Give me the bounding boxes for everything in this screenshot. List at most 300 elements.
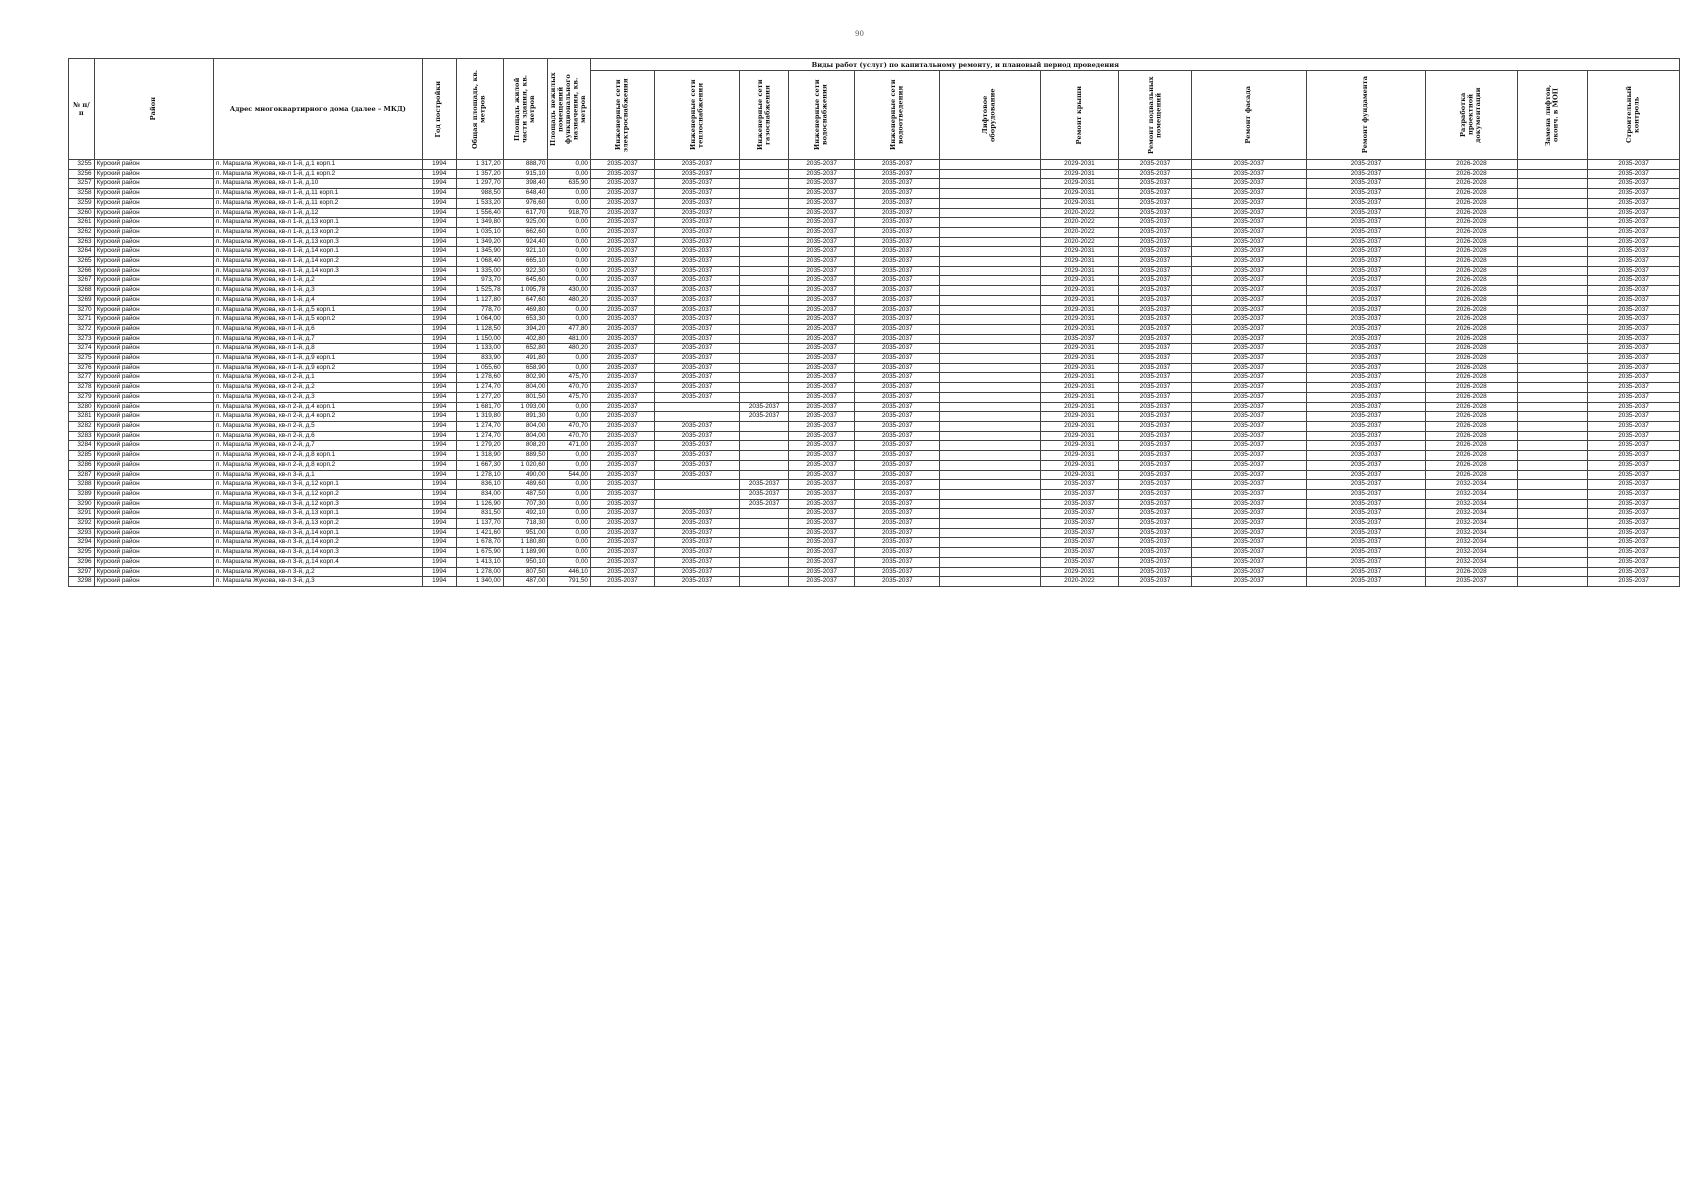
cell-design-docs: 2026-2028 <box>1426 305 1518 315</box>
cell-electric-network: 2035-2037 <box>590 421 654 431</box>
cell-heat-network: 2035-2037 <box>654 208 739 218</box>
cell-construction-control: 2035-2037 <box>1588 237 1680 247</box>
cell-address: п. Маршала Жукова, кв-л 1-й, д.5 корп.2 <box>213 315 422 325</box>
cell-facade-repair: 2035-2037 <box>1191 305 1306 315</box>
cell-electric-network: 2035-2037 <box>590 557 654 567</box>
cell-elevator-equipment <box>940 160 1040 170</box>
cell-design-docs: 2035-2037 <box>1426 577 1518 587</box>
cell-foundation-repair: 2035-2037 <box>1306 499 1425 509</box>
cell-roof-repair: 2020-2022 <box>1040 208 1119 218</box>
cell-heat-network: 2035-2037 <box>654 247 739 257</box>
cell-heat-network: 2035-2037 <box>654 237 739 247</box>
cell-total-area: 1 277,20 <box>456 392 503 402</box>
cell-row-number: 3294 <box>69 538 95 548</box>
cell-heat-network: 2035-2037 <box>654 305 739 315</box>
cell-electric-network: 2035-2037 <box>590 247 654 257</box>
cell-heat-network: 2035-2037 <box>654 431 739 441</box>
cell-electric-network: 2035-2037 <box>590 519 654 529</box>
cell-row-number: 3266 <box>69 266 95 276</box>
cell-total-area: 833,90 <box>456 354 503 364</box>
cell-construction-control: 2035-2037 <box>1588 179 1680 189</box>
cell-roof-repair: 2029-2031 <box>1040 373 1119 383</box>
cell-facade-repair: 2035-2037 <box>1191 577 1306 587</box>
cell-address: п. Маршала Жукова, кв-л 3-й, д.13 корп.1 <box>213 509 422 519</box>
cell-heat-network: 2035-2037 <box>654 160 739 170</box>
cell-water-supply: 2035-2037 <box>789 577 855 587</box>
cell-row-number: 3287 <box>69 470 95 480</box>
cell-basement-repair: 2035-2037 <box>1119 567 1191 577</box>
cell-facade-repair: 2035-2037 <box>1191 237 1306 247</box>
header-col-8: Инженерные сети теплоснабжения <box>654 71 739 160</box>
header-col-12: Лифтовое оборудование <box>940 71 1040 160</box>
cell-roof-repair: 2029-2031 <box>1040 460 1119 470</box>
cell-row-number: 3275 <box>69 354 95 364</box>
cell-heat-network: 2035-2037 <box>654 451 739 461</box>
header-col-11: Инженерные сети водоотведения <box>855 71 940 160</box>
table-row <box>69 421 1680 431</box>
cell-district: Курский район <box>94 266 213 276</box>
cell-elevator-equipment <box>940 451 1040 461</box>
cell-living-area: 617,70 <box>503 208 548 218</box>
cell-water-drainage: 2035-2037 <box>855 295 940 305</box>
cell-elevator-replacement <box>1517 557 1587 567</box>
cell-address: п. Маршала Жукова, кв-л 1-й, д.2 <box>213 276 422 286</box>
cell-water-drainage: 2035-2037 <box>855 412 940 422</box>
cell-facade-repair: 2035-2037 <box>1191 334 1306 344</box>
cell-foundation-repair: 2035-2037 <box>1306 218 1425 228</box>
cell-total-area: 1 318,90 <box>456 451 503 461</box>
cell-water-supply: 2035-2037 <box>789 276 855 286</box>
cell-basement-repair: 2035-2037 <box>1119 218 1191 228</box>
cell-district: Курский район <box>94 354 213 364</box>
cell-electric-network: 2035-2037 <box>590 257 654 267</box>
cell-district: Курский район <box>94 489 213 499</box>
cell-heat-network: 2035-2037 <box>654 373 739 383</box>
cell-total-area: 778,70 <box>456 305 503 315</box>
cell-nonresidential-area: 0,00 <box>548 480 591 490</box>
cell-roof-repair: 2029-2031 <box>1040 286 1119 296</box>
cell-electric-network: 2035-2037 <box>590 392 654 402</box>
cell-design-docs: 2026-2028 <box>1426 421 1518 431</box>
cell-electric-network: 2035-2037 <box>590 208 654 218</box>
cell-foundation-repair: 2035-2037 <box>1306 179 1425 189</box>
cell-elevator-equipment <box>940 421 1040 431</box>
cell-electric-network: 2035-2037 <box>590 383 654 393</box>
cell-electric-network: 2035-2037 <box>590 160 654 170</box>
cell-facade-repair: 2035-2037 <box>1191 431 1306 441</box>
cell-foundation-repair: 2035-2037 <box>1306 305 1425 315</box>
cell-living-area: 658,90 <box>503 363 548 373</box>
cell-row-number: 3277 <box>69 373 95 383</box>
cell-living-area: 665,10 <box>503 257 548 267</box>
cell-address: п. Маршала Жукова, кв-л 3-й, д.13 корп.2 <box>213 519 422 529</box>
cell-construction-control: 2035-2037 <box>1588 480 1680 490</box>
cell-living-area: 402,80 <box>503 334 548 344</box>
cell-address: п. Маршала Жукова, кв-л 2-й, д.8 корп.2 <box>213 460 422 470</box>
cell-water-drainage: 2035-2037 <box>855 519 940 529</box>
cell-water-drainage: 2035-2037 <box>855 276 940 286</box>
cell-electric-network: 2035-2037 <box>590 315 654 325</box>
cell-heat-network: 2035-2037 <box>654 295 739 305</box>
cell-living-area: 662,60 <box>503 227 548 237</box>
cell-construction-control: 2035-2037 <box>1588 208 1680 218</box>
cell-address: п. Маршала Жукова, кв-л 1-й, д.14 корп.2 <box>213 257 422 267</box>
cell-basement-repair: 2035-2037 <box>1119 354 1191 364</box>
table-row <box>69 519 1680 529</box>
cell-heat-network <box>654 489 739 499</box>
cell-roof-repair: 2029-2031 <box>1040 247 1119 257</box>
table-row <box>69 528 1680 538</box>
cell-total-area: 1 126,90 <box>456 499 503 509</box>
cell-roof-repair: 2029-2031 <box>1040 344 1119 354</box>
capital-repair-table-sheet <box>68 58 1680 587</box>
cell-elevator-equipment <box>940 577 1040 587</box>
cell-construction-control: 2035-2037 <box>1588 189 1680 199</box>
cell-build-year: 1994 <box>422 528 456 538</box>
header-col-0: № п/п <box>69 59 95 160</box>
cell-row-number: 3278 <box>69 383 95 393</box>
cell-design-docs: 2026-2028 <box>1426 237 1518 247</box>
cell-address: п. Маршала Жукова, кв-л 3-й, д.12 корп.1 <box>213 480 422 490</box>
cell-facade-repair: 2035-2037 <box>1191 460 1306 470</box>
cell-basement-repair: 2035-2037 <box>1119 286 1191 296</box>
cell-address: п. Маршала Жукова, кв-л 3-й, д.14 корп.2 <box>213 538 422 548</box>
cell-elevator-equipment <box>940 218 1040 228</box>
cell-design-docs: 2026-2028 <box>1426 402 1518 412</box>
table-row <box>69 441 1680 451</box>
header-col-14: Ремонт подвальных помещений <box>1119 71 1191 160</box>
cell-row-number: 3274 <box>69 344 95 354</box>
cell-total-area: 1 319,80 <box>456 412 503 422</box>
cell-roof-repair: 2035-2037 <box>1040 528 1119 538</box>
cell-district: Курский район <box>94 538 213 548</box>
cell-total-area: 1 278,00 <box>456 567 503 577</box>
cell-water-supply: 2035-2037 <box>789 237 855 247</box>
cell-roof-repair: 2035-2037 <box>1040 548 1119 558</box>
cell-living-area: 394,20 <box>503 324 548 334</box>
cell-roof-repair: 2029-2031 <box>1040 451 1119 461</box>
cell-address: п. Маршала Жукова, кв-л 1-й, д.6 <box>213 324 422 334</box>
header-col-18: Замена лифтов, оконч. в МОП <box>1517 71 1587 160</box>
cell-gas-network <box>740 344 789 354</box>
header-col-6: Площадь нежилых помещений функционального назначения, кв. метров <box>548 59 591 160</box>
table-row <box>69 451 1680 461</box>
cell-roof-repair: 2020-2022 <box>1040 227 1119 237</box>
cell-district: Курский район <box>94 218 213 228</box>
cell-district: Курский район <box>94 179 213 189</box>
cell-heat-network <box>654 480 739 490</box>
cell-construction-control: 2035-2037 <box>1588 489 1680 499</box>
cell-district: Курский район <box>94 334 213 344</box>
table-row <box>69 324 1680 334</box>
cell-elevator-replacement <box>1517 363 1587 373</box>
cell-total-area: 1 349,20 <box>456 237 503 247</box>
cell-roof-repair: 2029-2031 <box>1040 324 1119 334</box>
cell-row-number: 3255 <box>69 160 95 170</box>
cell-construction-control: 2035-2037 <box>1588 519 1680 529</box>
cell-total-area: 1 128,50 <box>456 324 503 334</box>
table-row <box>69 373 1680 383</box>
cell-nonresidential-area: 0,00 <box>548 247 591 257</box>
cell-foundation-repair: 2035-2037 <box>1306 528 1425 538</box>
cell-row-number: 3261 <box>69 218 95 228</box>
cell-water-drainage: 2035-2037 <box>855 538 940 548</box>
cell-nonresidential-area: 0,00 <box>548 548 591 558</box>
cell-elevator-equipment <box>940 344 1040 354</box>
cell-gas-network <box>740 169 789 179</box>
cell-heat-network: 2035-2037 <box>654 315 739 325</box>
cell-build-year: 1994 <box>422 509 456 519</box>
cell-elevator-replacement <box>1517 324 1587 334</box>
cell-gas-network: 2035-2037 <box>740 499 789 509</box>
cell-nonresidential-area: 0,00 <box>548 257 591 267</box>
cell-living-area: 487,00 <box>503 577 548 587</box>
cell-elevator-replacement <box>1517 189 1587 199</box>
cell-basement-repair: 2035-2037 <box>1119 528 1191 538</box>
cell-construction-control: 2035-2037 <box>1588 305 1680 315</box>
table-row <box>69 392 1680 402</box>
cell-gas-network: 2035-2037 <box>740 480 789 490</box>
cell-foundation-repair: 2035-2037 <box>1306 441 1425 451</box>
cell-electric-network: 2035-2037 <box>590 567 654 577</box>
cell-water-drainage: 2035-2037 <box>855 344 940 354</box>
cell-build-year: 1994 <box>422 402 456 412</box>
cell-nonresidential-area: 918,70 <box>548 208 591 218</box>
cell-build-year: 1994 <box>422 577 456 587</box>
cell-heat-network: 2035-2037 <box>654 460 739 470</box>
cell-electric-network: 2035-2037 <box>590 577 654 587</box>
cell-district: Курский район <box>94 548 213 558</box>
cell-roof-repair: 2029-2031 <box>1040 363 1119 373</box>
cell-elevator-replacement <box>1517 451 1587 461</box>
cell-facade-repair: 2035-2037 <box>1191 373 1306 383</box>
cell-design-docs: 2026-2028 <box>1426 354 1518 364</box>
cell-district: Курский район <box>94 189 213 199</box>
cell-construction-control: 2035-2037 <box>1588 421 1680 431</box>
cell-water-drainage: 2035-2037 <box>855 257 940 267</box>
cell-water-supply: 2035-2037 <box>789 421 855 431</box>
cell-total-area: 1 279,20 <box>456 441 503 451</box>
cell-water-supply: 2035-2037 <box>789 470 855 480</box>
table-row <box>69 286 1680 296</box>
cell-district: Курский район <box>94 198 213 208</box>
cell-nonresidential-area: 0,00 <box>548 169 591 179</box>
cell-roof-repair: 2029-2031 <box>1040 276 1119 286</box>
cell-elevator-replacement <box>1517 160 1587 170</box>
cell-heat-network: 2035-2037 <box>654 334 739 344</box>
cell-nonresidential-area: 0,00 <box>548 276 591 286</box>
cell-elevator-equipment <box>940 567 1040 577</box>
cell-design-docs: 2026-2028 <box>1426 286 1518 296</box>
cell-water-supply: 2035-2037 <box>789 315 855 325</box>
cell-construction-control: 2035-2037 <box>1588 363 1680 373</box>
cell-elevator-equipment <box>940 499 1040 509</box>
cell-address: п. Маршала Жукова, кв-л 1-й, д.9 корп.2 <box>213 363 422 373</box>
cell-design-docs: 2026-2028 <box>1426 208 1518 218</box>
cell-total-area: 1 274,70 <box>456 421 503 431</box>
cell-district: Курский район <box>94 160 213 170</box>
cell-heat-network: 2035-2037 <box>654 548 739 558</box>
cell-build-year: 1994 <box>422 286 456 296</box>
cell-total-area: 1 064,00 <box>456 315 503 325</box>
cell-design-docs: 2026-2028 <box>1426 470 1518 480</box>
cell-district: Курский район <box>94 412 213 422</box>
cell-electric-network: 2035-2037 <box>590 489 654 499</box>
cell-build-year: 1994 <box>422 324 456 334</box>
cell-electric-network: 2035-2037 <box>590 538 654 548</box>
cell-gas-network <box>740 383 789 393</box>
cell-nonresidential-area: 791,50 <box>548 577 591 587</box>
table-row <box>69 227 1680 237</box>
cell-living-area: 490,00 <box>503 470 548 480</box>
cell-address: п. Маршала Жукова, кв-л 1-й, д.13 корп.1 <box>213 218 422 228</box>
cell-heat-network: 2035-2037 <box>654 557 739 567</box>
cell-electric-network: 2035-2037 <box>590 412 654 422</box>
cell-water-drainage: 2035-2037 <box>855 169 940 179</box>
cell-elevator-replacement <box>1517 208 1587 218</box>
cell-address: п. Маршала Жукова, кв-л 2-й, д.1 <box>213 373 422 383</box>
cell-water-drainage: 2035-2037 <box>855 392 940 402</box>
cell-address: п. Маршала Жукова, кв-л 3-й, д.14 корп.1 <box>213 528 422 538</box>
cell-gas-network <box>740 305 789 315</box>
cell-district: Курский район <box>94 519 213 529</box>
cell-elevator-equipment <box>940 460 1040 470</box>
cell-build-year: 1994 <box>422 538 456 548</box>
cell-living-area: 1 020,60 <box>503 460 548 470</box>
cell-nonresidential-area: 0,00 <box>548 227 591 237</box>
cell-foundation-repair: 2035-2037 <box>1306 412 1425 422</box>
cell-total-area: 1 274,70 <box>456 431 503 441</box>
cell-row-number: 3256 <box>69 169 95 179</box>
cell-total-area: 1 133,00 <box>456 344 503 354</box>
cell-construction-control: 2035-2037 <box>1588 509 1680 519</box>
cell-gas-network <box>740 276 789 286</box>
cell-foundation-repair: 2035-2037 <box>1306 334 1425 344</box>
cell-build-year: 1994 <box>422 567 456 577</box>
cell-roof-repair: 2029-2031 <box>1040 189 1119 199</box>
cell-facade-repair: 2035-2037 <box>1191 528 1306 538</box>
cell-elevator-replacement <box>1517 266 1587 276</box>
cell-row-number: 3281 <box>69 412 95 422</box>
cell-build-year: 1994 <box>422 460 456 470</box>
cell-elevator-equipment <box>940 354 1040 364</box>
cell-row-number: 3271 <box>69 315 95 325</box>
cell-living-area: 653,30 <box>503 315 548 325</box>
cell-heat-network: 2035-2037 <box>654 218 739 228</box>
cell-electric-network: 2035-2037 <box>590 218 654 228</box>
cell-foundation-repair: 2035-2037 <box>1306 169 1425 179</box>
cell-design-docs: 2032-2034 <box>1426 557 1518 567</box>
cell-water-supply: 2035-2037 <box>789 528 855 538</box>
cell-water-drainage: 2035-2037 <box>855 286 940 296</box>
cell-nonresidential-area: 0,00 <box>548 266 591 276</box>
cell-facade-repair: 2035-2037 <box>1191 354 1306 364</box>
cell-basement-repair: 2035-2037 <box>1119 257 1191 267</box>
cell-heat-network: 2035-2037 <box>654 519 739 529</box>
cell-electric-network: 2035-2037 <box>590 480 654 490</box>
cell-nonresidential-area: 470,70 <box>548 383 591 393</box>
cell-district: Курский район <box>94 383 213 393</box>
cell-basement-repair: 2035-2037 <box>1119 412 1191 422</box>
cell-foundation-repair: 2035-2037 <box>1306 295 1425 305</box>
cell-district: Курский район <box>94 431 213 441</box>
cell-basement-repair: 2035-2037 <box>1119 198 1191 208</box>
cell-elevator-equipment <box>940 509 1040 519</box>
cell-living-area: 925,00 <box>503 218 548 228</box>
cell-build-year: 1994 <box>422 392 456 402</box>
cell-foundation-repair: 2035-2037 <box>1306 344 1425 354</box>
cell-row-number: 3293 <box>69 528 95 538</box>
cell-gas-network <box>740 509 789 519</box>
cell-elevator-replacement <box>1517 441 1587 451</box>
cell-facade-repair: 2035-2037 <box>1191 208 1306 218</box>
cell-heat-network: 2035-2037 <box>654 324 739 334</box>
cell-district: Курский район <box>94 247 213 257</box>
cell-living-area: 1 095,78 <box>503 286 548 296</box>
table-row <box>69 315 1680 325</box>
cell-roof-repair: 2020-2022 <box>1040 237 1119 247</box>
cell-elevator-replacement <box>1517 499 1587 509</box>
cell-water-supply: 2035-2037 <box>789 480 855 490</box>
cell-basement-repair: 2035-2037 <box>1119 480 1191 490</box>
table-row <box>69 334 1680 344</box>
cell-facade-repair: 2035-2037 <box>1191 519 1306 529</box>
cell-basement-repair: 2035-2037 <box>1119 363 1191 373</box>
cell-elevator-replacement <box>1517 470 1587 480</box>
cell-heat-network: 2035-2037 <box>654 257 739 267</box>
cell-row-number: 3290 <box>69 499 95 509</box>
cell-roof-repair: 2029-2031 <box>1040 470 1119 480</box>
cell-district: Курский район <box>94 286 213 296</box>
table-row <box>69 557 1680 567</box>
cell-basement-repair: 2035-2037 <box>1119 344 1191 354</box>
table-row <box>69 460 1680 470</box>
cell-water-drainage: 2035-2037 <box>855 324 940 334</box>
cell-district: Курский район <box>94 421 213 431</box>
cell-basement-repair: 2035-2037 <box>1119 276 1191 286</box>
cell-construction-control: 2035-2037 <box>1588 373 1680 383</box>
cell-basement-repair: 2035-2037 <box>1119 315 1191 325</box>
cell-water-drainage: 2035-2037 <box>855 160 940 170</box>
cell-address: п. Маршала Жукова, кв-л 1-й, д.14 корп.3 <box>213 266 422 276</box>
cell-foundation-repair: 2035-2037 <box>1306 421 1425 431</box>
cell-address: п. Маршала Жукова, кв-л 1-й, д.9 корп.1 <box>213 354 422 364</box>
cell-row-number: 3289 <box>69 489 95 499</box>
cell-water-drainage: 2035-2037 <box>855 354 940 364</box>
cell-facade-repair: 2035-2037 <box>1191 441 1306 451</box>
cell-construction-control: 2035-2037 <box>1588 227 1680 237</box>
cell-design-docs: 2032-2034 <box>1426 480 1518 490</box>
cell-construction-control: 2035-2037 <box>1588 218 1680 228</box>
cell-water-supply: 2035-2037 <box>789 247 855 257</box>
cell-water-drainage: 2035-2037 <box>855 499 940 509</box>
cell-construction-control: 2035-2037 <box>1588 460 1680 470</box>
cell-row-number: 3291 <box>69 509 95 519</box>
header-col-3: Год постройки <box>422 59 456 160</box>
header-col-16: Ремонт фундамента <box>1306 71 1425 160</box>
cell-district: Курский район <box>94 577 213 587</box>
cell-elevator-replacement <box>1517 315 1587 325</box>
cell-roof-repair: 2029-2031 <box>1040 354 1119 364</box>
cell-water-drainage: 2035-2037 <box>855 266 940 276</box>
cell-basement-repair: 2035-2037 <box>1119 557 1191 567</box>
cell-design-docs: 2032-2034 <box>1426 528 1518 538</box>
cell-elevator-equipment <box>940 431 1040 441</box>
cell-row-number: 3272 <box>69 324 95 334</box>
cell-living-area: 801,50 <box>503 392 548 402</box>
cell-roof-repair: 2029-2031 <box>1040 402 1119 412</box>
cell-foundation-repair: 2035-2037 <box>1306 431 1425 441</box>
